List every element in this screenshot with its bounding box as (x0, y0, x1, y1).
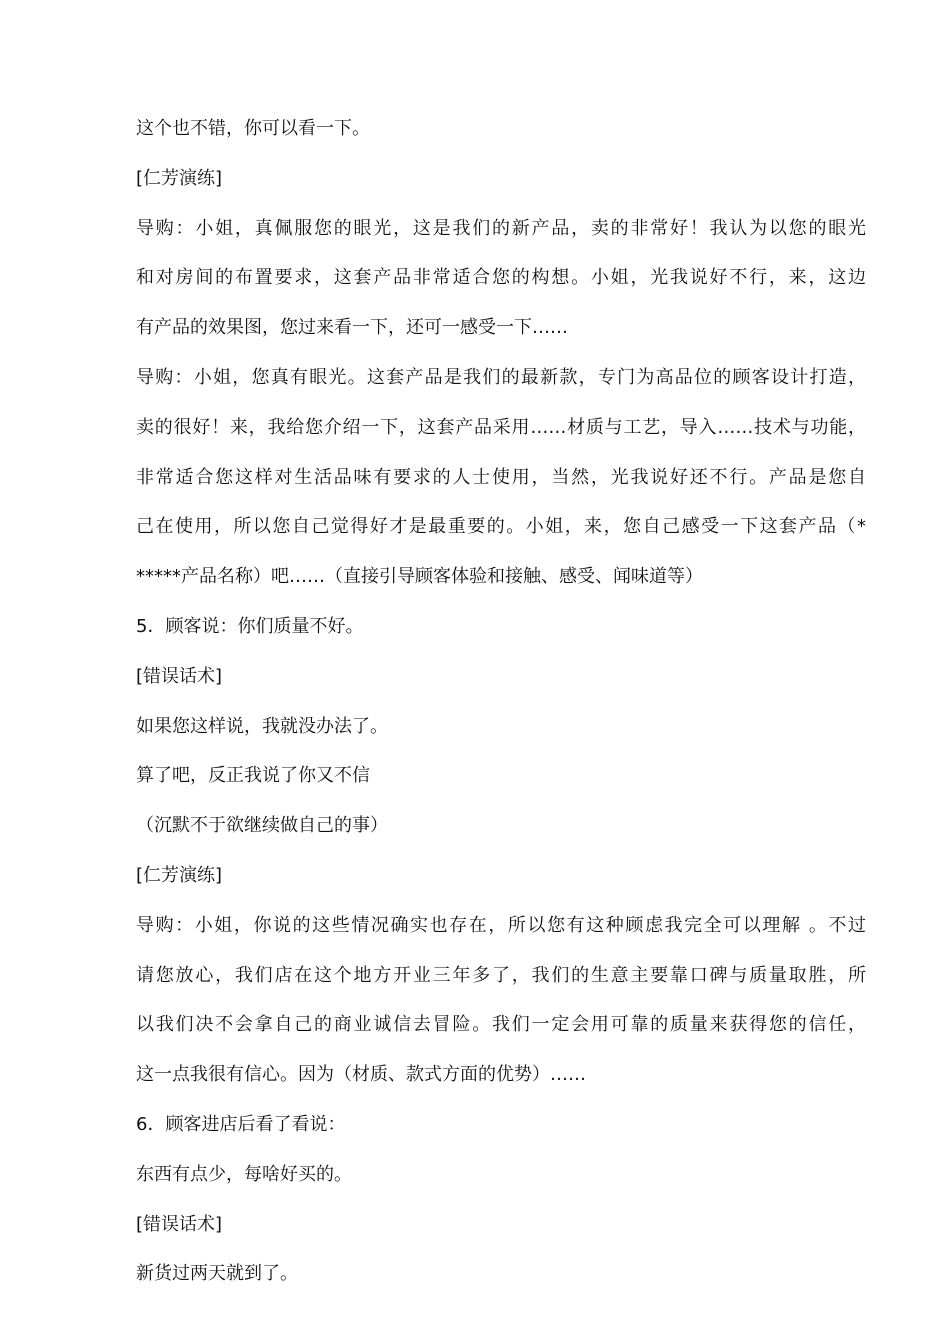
text-line: 这一点我很有信心。因为（材质、款式方面的优势）…… (136, 1064, 586, 1086)
text-line: 导购：小姐，您真有眼光。这套产品是我们的最新款，专门为高品位的顾客设计打造， (136, 366, 866, 388)
text-line: 算了吧，反正我说了你又不信 (136, 765, 370, 787)
text-line: 己在使用，所以您自己觉得好才是最重要的。小姐，来，您自己感受一下这套产品（* (136, 516, 866, 538)
document-body (136, 104, 866, 1299)
text-line: 新货过两天就到了。 (136, 1263, 298, 1285)
text-line: 这个也不错，你可以看一下。 (136, 118, 370, 139)
text-line: 5．顾客说：你们质量不好。 (136, 615, 364, 637)
text-line: 有产品的效果图，您过来看一下，还可一感受一下…… (136, 317, 568, 339)
text-line: [仁芳演练] (136, 167, 223, 189)
text-line: （沉默不于欲继续做自己的事） (136, 815, 388, 837)
text-line: 6．顾客进店后看了看说： (136, 1113, 346, 1135)
text-line: *****产品名称）吧……（直接引导顾客体验和接触、感受、闻味道等） (136, 566, 703, 588)
text-line: 导购：小姐，你说的这些情况确实也存在，所以您有这种顾虑我完全可以理解 。不过 (136, 914, 866, 936)
text-line: 和对房间的布置要求，这套产品非常适合您的构想。小姐，光我说好不行，来，这边 (136, 267, 866, 289)
text-line: 非常适合您这样对生活品味有要求的人士使用，当然，光我说好还不行。产品是您自 (136, 466, 866, 488)
text-line: 卖的很好！来，我给您介绍一下，这套产品采用……材质与工艺，导入……技术与功能， (136, 416, 866, 438)
text-line: 请您放心，我们店在这个地方开业三年多了，我们的生意主要靠口碑与质量取胜，所 (136, 964, 866, 986)
text-line: 以我们决不会拿自己的商业诚信去冒险。我们一定会用可靠的质量来获得您的信任， (136, 1014, 866, 1036)
text-line: [错误话术] (136, 1213, 223, 1235)
text-line: 导购：小姐，真佩服您的眼光，这是我们的新产品，卖的非常好！我认为以您的眼光 (136, 217, 866, 239)
text-line: [错误话术] (136, 665, 223, 687)
text-line: 如果您这样说，我就没办法了。 (136, 715, 388, 737)
text-line: [仁芳演练] (136, 864, 223, 886)
text-line: 东西有点少，每啥好买的。 (136, 1163, 352, 1185)
